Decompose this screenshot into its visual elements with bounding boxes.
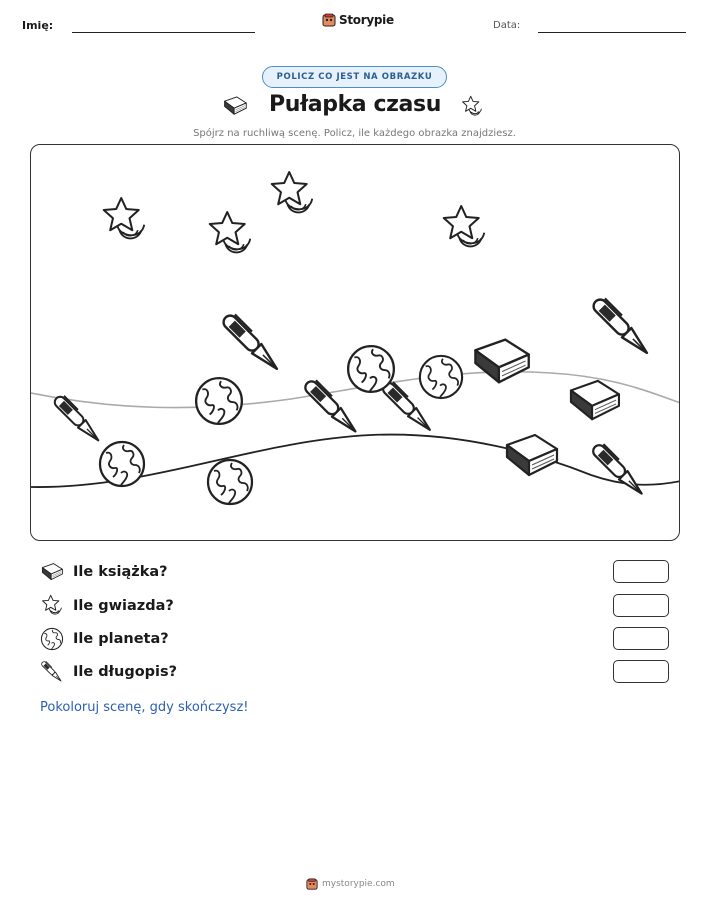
task-badge: POLICZ CO JEST NA OBRAZKU — [262, 66, 447, 88]
shooting-star-icon — [461, 95, 483, 119]
question-row-pen — [40, 658, 672, 686]
scene-pen — [303, 377, 361, 435]
pen-icon — [40, 660, 64, 684]
site-footer — [306, 878, 395, 890]
answer-box-planet[interactable] — [613, 627, 669, 650]
date-field[interactable] — [538, 32, 686, 33]
coloring-note: Pokoloruj scenę, gdy skończysz! — [40, 700, 249, 715]
book-icon — [40, 560, 64, 584]
scene-book — [571, 381, 619, 419]
site-url: mystorypie.com — [322, 879, 395, 889]
name-field[interactable] — [72, 32, 255, 33]
question-label: Ile gwiazda? — [73, 598, 174, 614]
shooting-star-icon — [40, 594, 64, 618]
scene-planet — [348, 346, 394, 392]
date-label: Data: — [493, 20, 521, 31]
scene-pen — [591, 441, 648, 498]
question-row-star — [40, 592, 672, 620]
scene-planet — [100, 442, 144, 486]
scene-star — [444, 206, 484, 246]
scene-star — [210, 212, 250, 252]
storypie-mascot-icon — [322, 13, 336, 27]
page-subtitle: Spójrz na ruchliwą scenę. Policz, ile każdego obrazka znajdziesz. — [193, 128, 516, 139]
answer-box-book[interactable] — [613, 560, 669, 583]
scene-book — [475, 340, 528, 383]
scene-planet — [208, 460, 252, 504]
name-label: Imię: — [22, 19, 54, 32]
storypie-mascot-icon — [306, 878, 318, 890]
scene-star — [104, 198, 144, 238]
planet-icon — [40, 627, 64, 651]
scene-book — [507, 435, 557, 475]
question-label: Ile długopis? — [73, 664, 178, 680]
question-row-book — [40, 558, 672, 586]
question-row-planet — [40, 625, 672, 653]
book-icon — [222, 95, 248, 117]
page-title: Pułapka czasu — [269, 92, 441, 117]
scene-planet — [420, 356, 462, 398]
scene-planet — [196, 378, 242, 424]
scene-pen — [591, 295, 653, 357]
storypie-logo — [322, 13, 394, 27]
counting-scene — [30, 144, 680, 541]
logo-text: Storypie — [339, 13, 394, 27]
question-label: Ile planeta? — [73, 631, 169, 647]
question-label: Ile książka? — [73, 564, 168, 580]
scene-star — [272, 172, 312, 212]
answer-box-pen[interactable] — [613, 660, 669, 683]
scene-pen — [221, 311, 283, 373]
answer-box-star[interactable] — [613, 594, 669, 617]
